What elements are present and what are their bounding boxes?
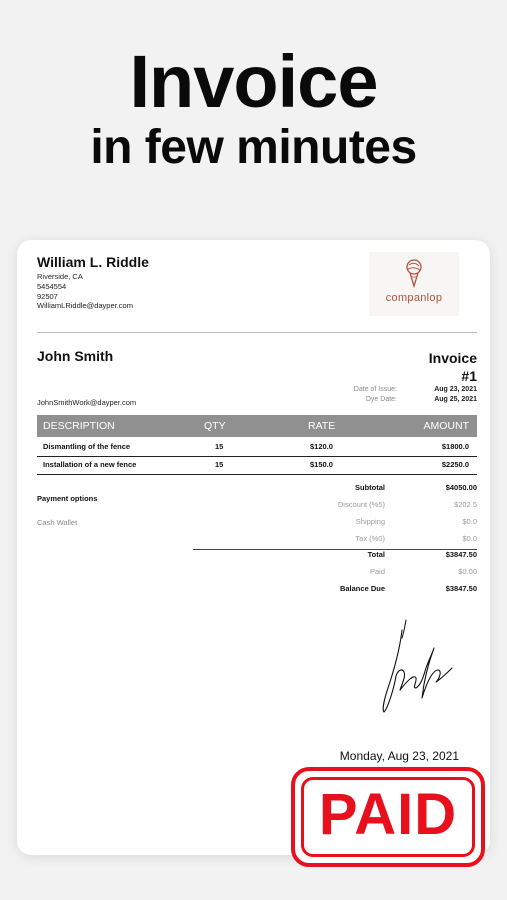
headline-title: Invoice <box>129 40 378 123</box>
sender-phone: 5454554 <box>37 282 67 291</box>
total-value: $3847.50 <box>445 550 477 559</box>
sender-email: WilliamLRiddle@dayper.com <box>37 301 133 310</box>
due-date-value: Aug 25, 2021 <box>434 396 477 403</box>
issue-date-label: Date of Issue: <box>353 386 397 393</box>
table-row <box>37 439 477 456</box>
client-name: John Smith <box>37 348 114 364</box>
row-rate: $120.0 <box>310 442 333 451</box>
due-date-label: Dye Date: <box>365 396 397 403</box>
table-row <box>37 457 477 474</box>
invoice-card <box>17 240 490 855</box>
shipping-label: Shipping <box>355 517 385 526</box>
tax-value: $0.0 <box>462 534 477 543</box>
invoice-number: #1 <box>461 368 477 384</box>
total-label: Total <box>367 550 385 559</box>
row-qty: 15 <box>215 460 224 469</box>
subtotal-value: $4050.00 <box>445 483 477 492</box>
sender-zip: 92507 <box>37 292 58 301</box>
discount-value: $202.5 <box>454 500 477 509</box>
client-email: JohnSmithWork@dayper.com <box>37 398 137 407</box>
row-rate: $150.0 <box>310 460 333 469</box>
summary-divider <box>193 549 477 550</box>
row-divider <box>37 474 477 475</box>
subtotal-label: Subtotal <box>355 483 385 492</box>
row-description: Installation of a new fence <box>43 460 137 469</box>
col-description: DESCRIPTION <box>43 420 115 432</box>
row-description: Dismantling of the fence <box>43 442 131 451</box>
payment-method: Cash Wallet <box>37 518 78 527</box>
col-qty: QTY <box>204 420 226 432</box>
col-amount: AMOUNT <box>423 420 469 432</box>
paid-stamp-text: PAID <box>318 782 458 847</box>
row-qty: 15 <box>215 442 224 451</box>
invoice-title: Invoice <box>428 350 477 366</box>
paid-label: Paid <box>369 567 385 576</box>
items-table-header <box>37 415 477 437</box>
col-rate: RATE <box>308 420 336 432</box>
row-amount: $1800.0 <box>441 442 469 451</box>
sender-name: William L. Riddle <box>37 254 149 270</box>
handwritten-signature <box>372 618 467 718</box>
signature-date: Monday, Aug 23, 2021 <box>339 749 459 763</box>
logo-text: companlop <box>385 292 443 304</box>
payment-options-title: Payment options <box>37 494 98 503</box>
headline-subtitle: in few minutes <box>90 121 417 174</box>
balance-due-value: $3847.50 <box>445 584 477 593</box>
shipping-value: $0.0 <box>462 517 477 526</box>
sender-city: Riverside, CA <box>37 272 83 281</box>
paid-value: $0.00 <box>458 567 477 576</box>
issue-date-value: Aug 23, 2021 <box>434 386 477 393</box>
discount-label: Discount (%5) <box>337 500 385 509</box>
header-divider <box>37 332 477 333</box>
balance-due-label: Balance Due <box>339 584 385 593</box>
row-amount: $2250.0 <box>441 460 469 469</box>
company-logo <box>369 252 459 316</box>
cotton-candy-icon <box>401 258 427 288</box>
paid-stamp <box>291 767 485 867</box>
tax-label: Tax (%0) <box>355 534 385 543</box>
